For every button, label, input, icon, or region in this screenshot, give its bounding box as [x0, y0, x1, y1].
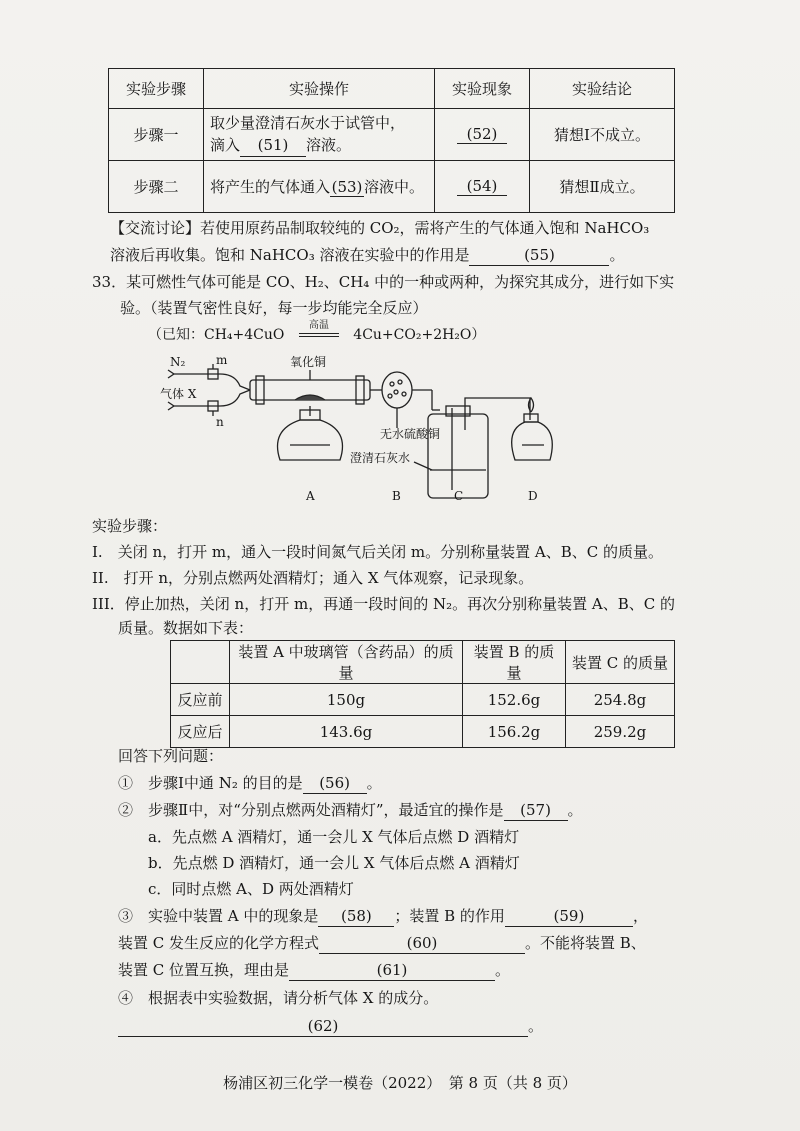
blank-56[interactable]: (56): [303, 773, 367, 794]
label-gas-x: 气体 X: [160, 387, 197, 401]
mass-header-c: 装置 C 的质量: [566, 641, 675, 684]
row-after-c: 259.2g: [566, 716, 675, 748]
row1-step: 步骤一: [109, 109, 204, 161]
mass-header-b: 装置 B 的质量: [463, 641, 566, 684]
q4-end: 。: [528, 1017, 544, 1035]
discussion-line1: 【交流讨论】若使用原药品制取较纯的 CO₂，需将产生的气体通入饱和 NaHCO₃: [110, 219, 650, 237]
questions-intro: 回答下列问题：: [118, 747, 224, 765]
apparatus-diagram: [160, 350, 580, 510]
q3-text-b: ；装置 B 的作用: [394, 907, 505, 925]
known-left: （已知：CH₄+4CuO: [148, 327, 285, 343]
label-n: n: [216, 415, 224, 429]
q1-end: 。: [366, 774, 382, 792]
question-2: [118, 800, 583, 821]
row-after-a: 143.6g: [230, 716, 463, 748]
row1-op-text-b: 溶液。: [306, 136, 352, 154]
row-before-c: 254.8g: [566, 684, 675, 716]
label-cuo: 氧化铜: [290, 355, 327, 369]
row1-operation: [204, 109, 435, 161]
question-4: ④ 根据表中实验数据，请分析气体 X 的成分。: [118, 989, 439, 1007]
q3-text-d: 装置 C 发生反应的化学方程式: [118, 934, 320, 952]
blank-52[interactable]: (52): [457, 125, 507, 144]
experiment-table: [108, 68, 675, 213]
lamp-a: [278, 420, 343, 460]
row-before-b: 152.6g: [463, 684, 566, 716]
step-2: II. 打开 n，分别点燃两处酒精灯；通入 X 气体观察，记录现象。: [92, 569, 534, 587]
q33-line1: 33．某可燃性气体可能是 CO、H₂、CH₄ 中的一种或两种，为探究其成分，进行如下实: [92, 273, 675, 291]
reaction-arrow: [293, 320, 345, 345]
copper-oxide: [295, 395, 325, 400]
question-3-line2: [118, 933, 646, 954]
header-step: 实验步骤: [109, 69, 204, 109]
header-phenomenon: 实验现象: [435, 69, 530, 109]
row1-conclusion: 猜想Ⅰ不成立。: [530, 109, 675, 161]
merge-upper: [220, 374, 250, 390]
header-operation: 实验操作: [204, 69, 435, 109]
row2-op-text-b: 溶液中。: [364, 178, 425, 196]
row1-op-line1: 取少量澄清石灰水于试管中，: [210, 114, 406, 132]
q2-end: 。: [567, 801, 583, 819]
row2-op-text-a: 将产生的气体通入: [210, 178, 331, 196]
q3-text-f: 装置 C 位置互换，理由是: [118, 961, 290, 979]
label-limewater: 澄清石灰水: [350, 451, 411, 465]
option-a: a．先点燃 A 酒精灯，通一会儿 X 气体后点燃 D 酒精灯: [148, 828, 520, 846]
blank-59[interactable]: (59): [505, 906, 633, 927]
question-3-line1: [118, 906, 648, 927]
row1-op-text-a: 滴入: [210, 136, 241, 154]
row-before-a: 150g: [230, 684, 463, 716]
mass-header-empty: [171, 641, 230, 684]
n2-arrow: [168, 370, 174, 374]
flame-d: [529, 398, 534, 412]
discussion-text: 溶液后再收集。饱和 NaHCO₃ 溶液在实验中的作用是: [110, 246, 470, 264]
row-before-label: 反应前: [171, 684, 230, 716]
row1-op-line2: [210, 134, 428, 157]
label-n2: N₂: [170, 355, 186, 369]
blank-51[interactable]: (51): [240, 134, 306, 157]
steps-title: 实验步骤：: [92, 517, 168, 535]
lamp-d-neck: [524, 414, 538, 422]
option-c: c．同时点燃 A、D 两处酒精灯: [148, 880, 354, 898]
step-3b: 质量。数据如下表：: [118, 619, 254, 637]
q3-text-a: ③ 实验中装置 A 中的现象是: [118, 907, 319, 925]
label-b: B: [392, 489, 401, 503]
blank-54[interactable]: (54): [457, 177, 507, 196]
blank-60[interactable]: (60): [319, 933, 525, 954]
row2-conclusion: 猜想Ⅱ成立。: [530, 161, 675, 213]
mass-header-a: 装置 A 中玻璃管（含药品）的质量: [230, 641, 463, 684]
question-3-line3: [118, 960, 510, 981]
q33-known: [148, 320, 486, 345]
q3-text-c: ，: [632, 907, 648, 925]
blank-55[interactable]: (55): [469, 245, 609, 266]
step-1: I. 关闭 n，打开 m，通入一段时间氮气后关闭 m。分别称量装置 A、B、C 的质量。: [92, 543, 663, 561]
q3-text-e: 。不能将装置 B、: [525, 934, 646, 952]
discussion-line2: [110, 245, 625, 266]
q3-text-g: 。: [495, 961, 511, 979]
row-after-b: 156.2g: [463, 716, 566, 748]
blank-58[interactable]: (58): [318, 906, 394, 927]
q1-text: ① 步骤Ⅰ中通 N₂ 的目的是: [118, 774, 303, 792]
label-a: A: [306, 489, 315, 503]
blank-57[interactable]: (57): [504, 800, 568, 821]
label-m: m: [216, 353, 228, 367]
label-d: D: [528, 489, 538, 503]
q33-line2: 验。（装置气密性良好，每一步均能完全反应）: [120, 299, 428, 317]
question-1: [118, 773, 382, 794]
blank-62[interactable]: (62): [118, 1016, 528, 1037]
label-cuso4: 无水硫酸铜: [380, 427, 441, 441]
mass-table: [170, 640, 675, 748]
option-b: b．先点燃 D 酒精灯，通一会儿 X 气体后点燃 A 酒精灯: [148, 854, 520, 872]
lamp-d: [512, 422, 553, 460]
header-conclusion: 实验结论: [530, 69, 675, 109]
page-footer: 杨浦区初三化学一模卷（2022） 第 8 页（共 8 页）: [223, 1074, 577, 1092]
blank-61[interactable]: (61): [289, 960, 495, 981]
row-after-label: 反应后: [171, 716, 230, 748]
known-right: 4Cu+CO₂+2H₂O）: [353, 327, 486, 343]
q2-text: ② 步骤Ⅱ中，对“分别点燃两处酒精灯”，最适宜的操作是: [118, 801, 504, 819]
discussion-end: 。: [609, 246, 625, 264]
reaction-condition: 高温: [308, 320, 329, 331]
merge-lower: [220, 390, 250, 406]
row2-step: 步骤二: [109, 161, 204, 213]
row2-phenomenon: [435, 161, 530, 213]
question-4-answer: [118, 1016, 543, 1037]
row2-operation: [204, 161, 435, 213]
step-3a: III．停止加热，关闭 n，打开 m，再通一段时间的 N₂。再次分别称量装置 A、B、C 的: [92, 595, 675, 613]
blank-53[interactable]: (53): [331, 178, 363, 196]
outlet-tube-c: [465, 398, 530, 420]
row1-phenomenon: [435, 109, 530, 161]
label-c: C: [454, 489, 464, 503]
